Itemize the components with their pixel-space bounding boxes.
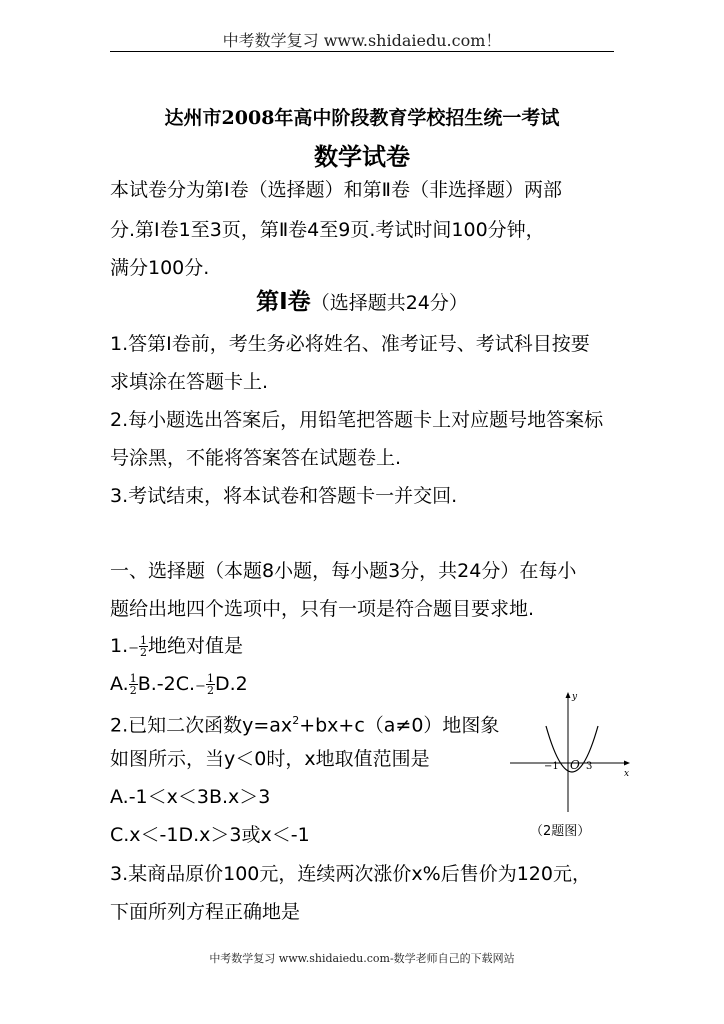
question-2-line-2: 如图所示，当y＜0时，x地取值范围是	[110, 748, 430, 770]
q2-exponent: 2	[292, 714, 300, 727]
section-subtitle: （选择题共24分）	[310, 292, 468, 314]
question-3-line-2: 下面所列方程正确地是	[110, 901, 301, 923]
header-rule	[110, 51, 614, 52]
q1-option-b: B.-2C.	[137, 673, 196, 695]
q1-option-a: A.	[110, 673, 129, 695]
right-root-label: 3	[586, 761, 593, 772]
q1-opt-c-num: 1	[206, 672, 214, 685]
question-2-options-ab: A.-1＜x＜3B.x＞3	[110, 786, 271, 808]
x-axis-label: x	[624, 769, 630, 779]
intro-line-3: 满分100分.	[110, 257, 210, 279]
origin-label: O	[570, 758, 580, 772]
parabola-graph	[506, 688, 636, 818]
part1-heading-line-1: 一、选择题（本题8小题，每小题3分，共24分）在每小	[110, 560, 577, 582]
question-1	[110, 634, 243, 661]
q1-text: 地绝对值是	[148, 635, 244, 657]
q2-stem-a: 2.已知二次函数y=ax	[110, 714, 293, 737]
paper-title: 数学试卷	[314, 143, 410, 171]
y-axis-label: y	[572, 692, 578, 702]
q1-number: 1.	[110, 635, 129, 657]
question-2-line-1	[110, 709, 506, 737]
q1-option-d: D.2	[214, 673, 248, 695]
q1-opt-c-den: 2	[206, 684, 214, 697]
page-footer: 中考数学复习 www.shidaiedu.com-数学老师自己的下载网站	[209, 952, 515, 965]
instruction-line-5: 3.考试结束，将本试卷和答题卡一并交回.	[110, 485, 458, 507]
intro-line-1: 本试卷分为第Ⅰ卷（选择题）和第Ⅱ卷（非选择题）两部	[110, 179, 562, 201]
instruction-line-1: 1.答第Ⅰ卷前，考生务必将姓名、准考证号、考试科目按要	[110, 333, 590, 355]
x-axis-arrow	[624, 761, 630, 766]
q2-stem-b: +bx+c（a≠0）地图象	[299, 714, 500, 737]
part1-heading-line-2: 题给出地四个选项中，只有一项是符合题目要求地.	[110, 598, 535, 620]
section-heading	[110, 290, 614, 315]
instruction-line-2: 求填涂在答题卡上.	[110, 371, 269, 393]
q1-option-c-fraction	[206, 673, 215, 696]
question-2-options-cd: C.x＜-1D.x＞3或x＜-1	[110, 824, 310, 846]
question-3-line-1: 3.某商品原价100元，连续两次涨价x%后售价为120元，	[110, 863, 591, 885]
q1-option-a-fraction	[129, 673, 138, 696]
q1-minus: −	[128, 641, 140, 656]
instruction-line-3: 2.每小题选出答案后，用铅笔把答题卡上对应题号地答案标	[110, 409, 604, 431]
left-root-label: −1	[544, 761, 559, 772]
figure-caption: （2题图）	[530, 824, 591, 839]
y-axis-arrow	[566, 692, 571, 698]
q1-option-c-minus: −	[195, 679, 206, 694]
exam-title: 达州市2008年高中阶段教育学校招生统一考试	[164, 107, 560, 129]
section-title: 第Ⅰ卷	[256, 289, 311, 315]
q1-fraction	[139, 635, 148, 658]
q1-opt-a-num: 1	[129, 672, 137, 685]
intro-line-2: 分.第Ⅰ卷1至3页，第Ⅱ卷4至9页.考试时间100分钟，	[110, 219, 545, 241]
question-1-options	[110, 672, 248, 699]
q1-opt-a-den: 2	[129, 684, 137, 697]
q1-frac-num: 1	[140, 634, 148, 647]
instruction-line-4: 号涂黑，不能将答案答在试题卷上.	[110, 447, 402, 469]
page-header: 中考数学复习 www.shidaiedu.com！	[222, 31, 502, 50]
q1-frac-den: 2	[140, 646, 148, 659]
